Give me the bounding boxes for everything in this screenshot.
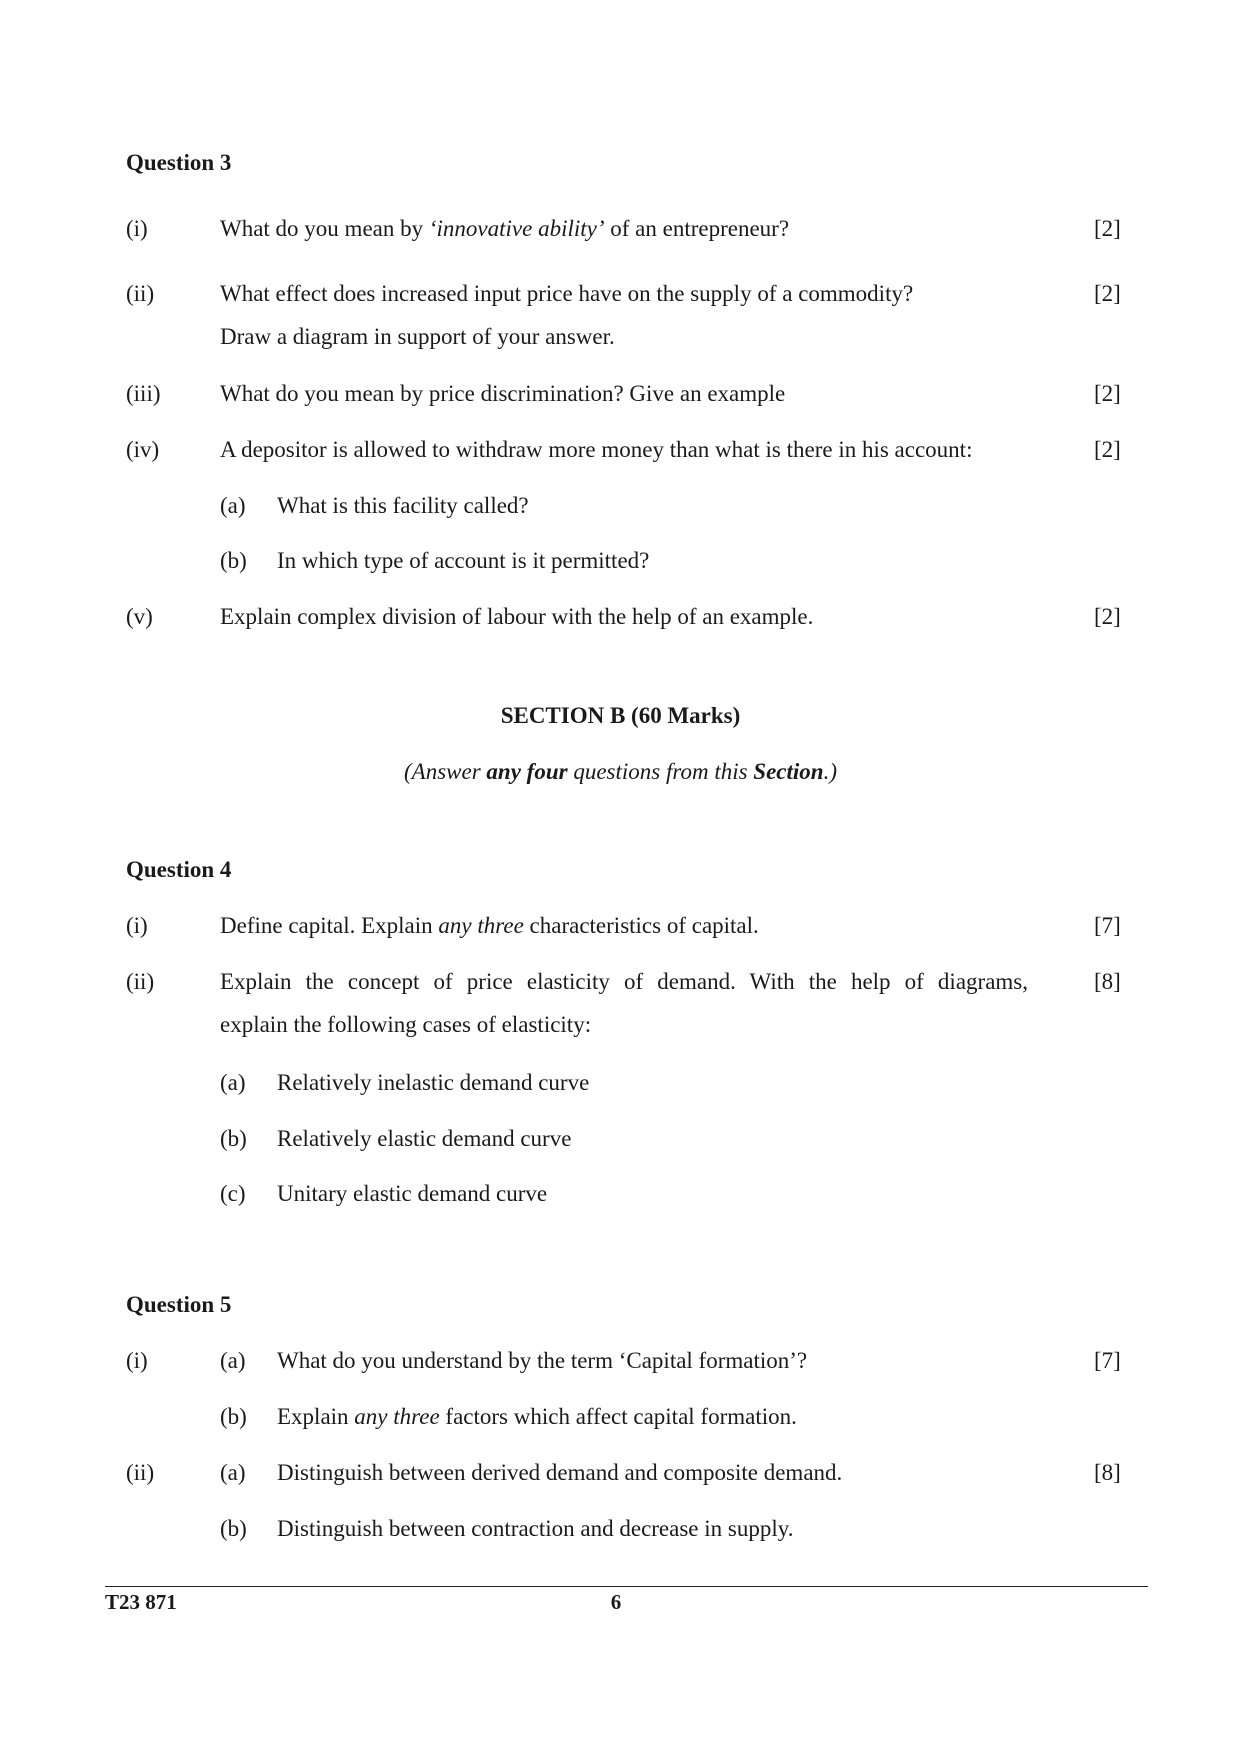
q5-ii-b-label: (b)	[220, 1516, 247, 1541]
footer-rule	[105, 1586, 1148, 1587]
q3-v-marks: [2]	[1094, 604, 1121, 629]
q3-v-number: (v)	[126, 604, 153, 629]
q3-ii-marks: [2]	[1094, 281, 1121, 306]
q5-ii-b-text: Distinguish between contraction and decrease in supply.	[277, 1516, 794, 1541]
q4-i-text-post: characteristics of capital.	[523, 913, 759, 938]
q5-i-b-text	[277, 1404, 797, 1430]
section-b-instructions	[0, 759, 1241, 785]
q4-ii-b-text: Relatively elastic demand curve	[277, 1126, 572, 1151]
instr-bold-section: Section	[753, 759, 824, 784]
instr-open: (Answer	[404, 759, 487, 784]
q4-i-text-pre: Define capital. Explain	[220, 913, 439, 938]
q4-ii-line1: Explain the concept of price elasticity of demand. With the help of diagrams,	[220, 969, 1028, 994]
q3-ii-line1: What effect does increased input price have on the supply of a commodity?	[220, 281, 914, 306]
q3-iii-text: What do you mean by price discrimination? Give an example	[220, 381, 786, 406]
q5-i-b-text-italic: any three	[354, 1404, 440, 1429]
q4-i-number: (i)	[126, 913, 148, 938]
q5-ii-a-label: (a)	[220, 1460, 246, 1485]
q3-iii-marks: [2]	[1094, 381, 1121, 406]
instr-bold-any-four: any four	[486, 759, 568, 784]
question-4-heading: Question 4	[126, 857, 232, 882]
q5-i-a-label: (a)	[220, 1348, 246, 1373]
q3-i-text-italic: ‘innovative ability’	[428, 216, 605, 241]
q4-ii-marks: [8]	[1094, 969, 1121, 994]
q4-ii-c-label: (c)	[220, 1181, 246, 1206]
q3-iv-b-label: (b)	[220, 548, 247, 573]
q3-iii-number: (iii)	[126, 381, 161, 406]
q3-i-text	[220, 216, 789, 242]
q3-v-text: Explain complex division of labour with the help of an example.	[220, 604, 814, 629]
q5-i-b-text-pre: Explain	[277, 1404, 355, 1429]
footer-page-number: 6	[610, 1590, 622, 1614]
q5-i-marks: [7]	[1094, 1348, 1121, 1373]
q5-ii-a-text: Distinguish between derived demand and composite demand.	[277, 1460, 843, 1485]
q4-i-text	[220, 913, 759, 939]
q4-i-marks: [7]	[1094, 913, 1121, 938]
section-b-title: SECTION B (60 Marks)	[500, 703, 741, 728]
q3-i-number: (i)	[126, 216, 148, 241]
q3-ii-number: (ii)	[126, 281, 155, 306]
question-3-heading: Question 3	[126, 150, 232, 175]
q5-ii-number: (ii)	[126, 1460, 155, 1485]
q5-i-a-text: What do you understand by the term ‘Capital formation’?	[277, 1348, 808, 1373]
q3-iv-number: (iv)	[126, 437, 160, 462]
q4-ii-a-text: Relatively inelastic demand curve	[277, 1070, 590, 1095]
q3-iv-b-text: In which type of account is it permitted?	[277, 548, 650, 573]
q3-iv-text: A depositor is allowed to withdraw more money than what is there in his account:	[220, 437, 973, 462]
q3-ii-line2: Draw a diagram in support of your answer.	[220, 324, 615, 349]
q3-iv-a-text: What is this facility called?	[277, 493, 529, 518]
q4-ii-a-label: (a)	[220, 1070, 246, 1095]
q3-i-marks: [2]	[1094, 216, 1121, 241]
q3-i-text-pre: What do you mean by	[220, 216, 429, 241]
q5-i-b-text-post: factors which affect capital formation.	[439, 1404, 797, 1429]
q5-ii-marks: [8]	[1094, 1460, 1121, 1485]
q4-ii-line2: explain the following cases of elasticity:	[220, 1012, 592, 1037]
q4-ii-b-label: (b)	[220, 1126, 247, 1151]
footer-paper-code: T23 871	[105, 1590, 177, 1614]
question-5-heading: Question 5	[126, 1292, 232, 1317]
q3-i-text-post: of an entrepreneur?	[604, 216, 790, 241]
instr-close: .)	[823, 759, 837, 784]
instr-mid: questions from this	[567, 759, 754, 784]
q4-ii-number: (ii)	[126, 969, 155, 994]
q3-iv-marks: [2]	[1094, 437, 1121, 462]
q5-i-b-label: (b)	[220, 1404, 247, 1429]
q4-ii-c-text: Unitary elastic demand curve	[277, 1181, 548, 1206]
q3-iv-a-label: (a)	[220, 493, 246, 518]
q5-i-number: (i)	[126, 1348, 148, 1373]
q4-i-text-italic: any three	[438, 913, 524, 938]
